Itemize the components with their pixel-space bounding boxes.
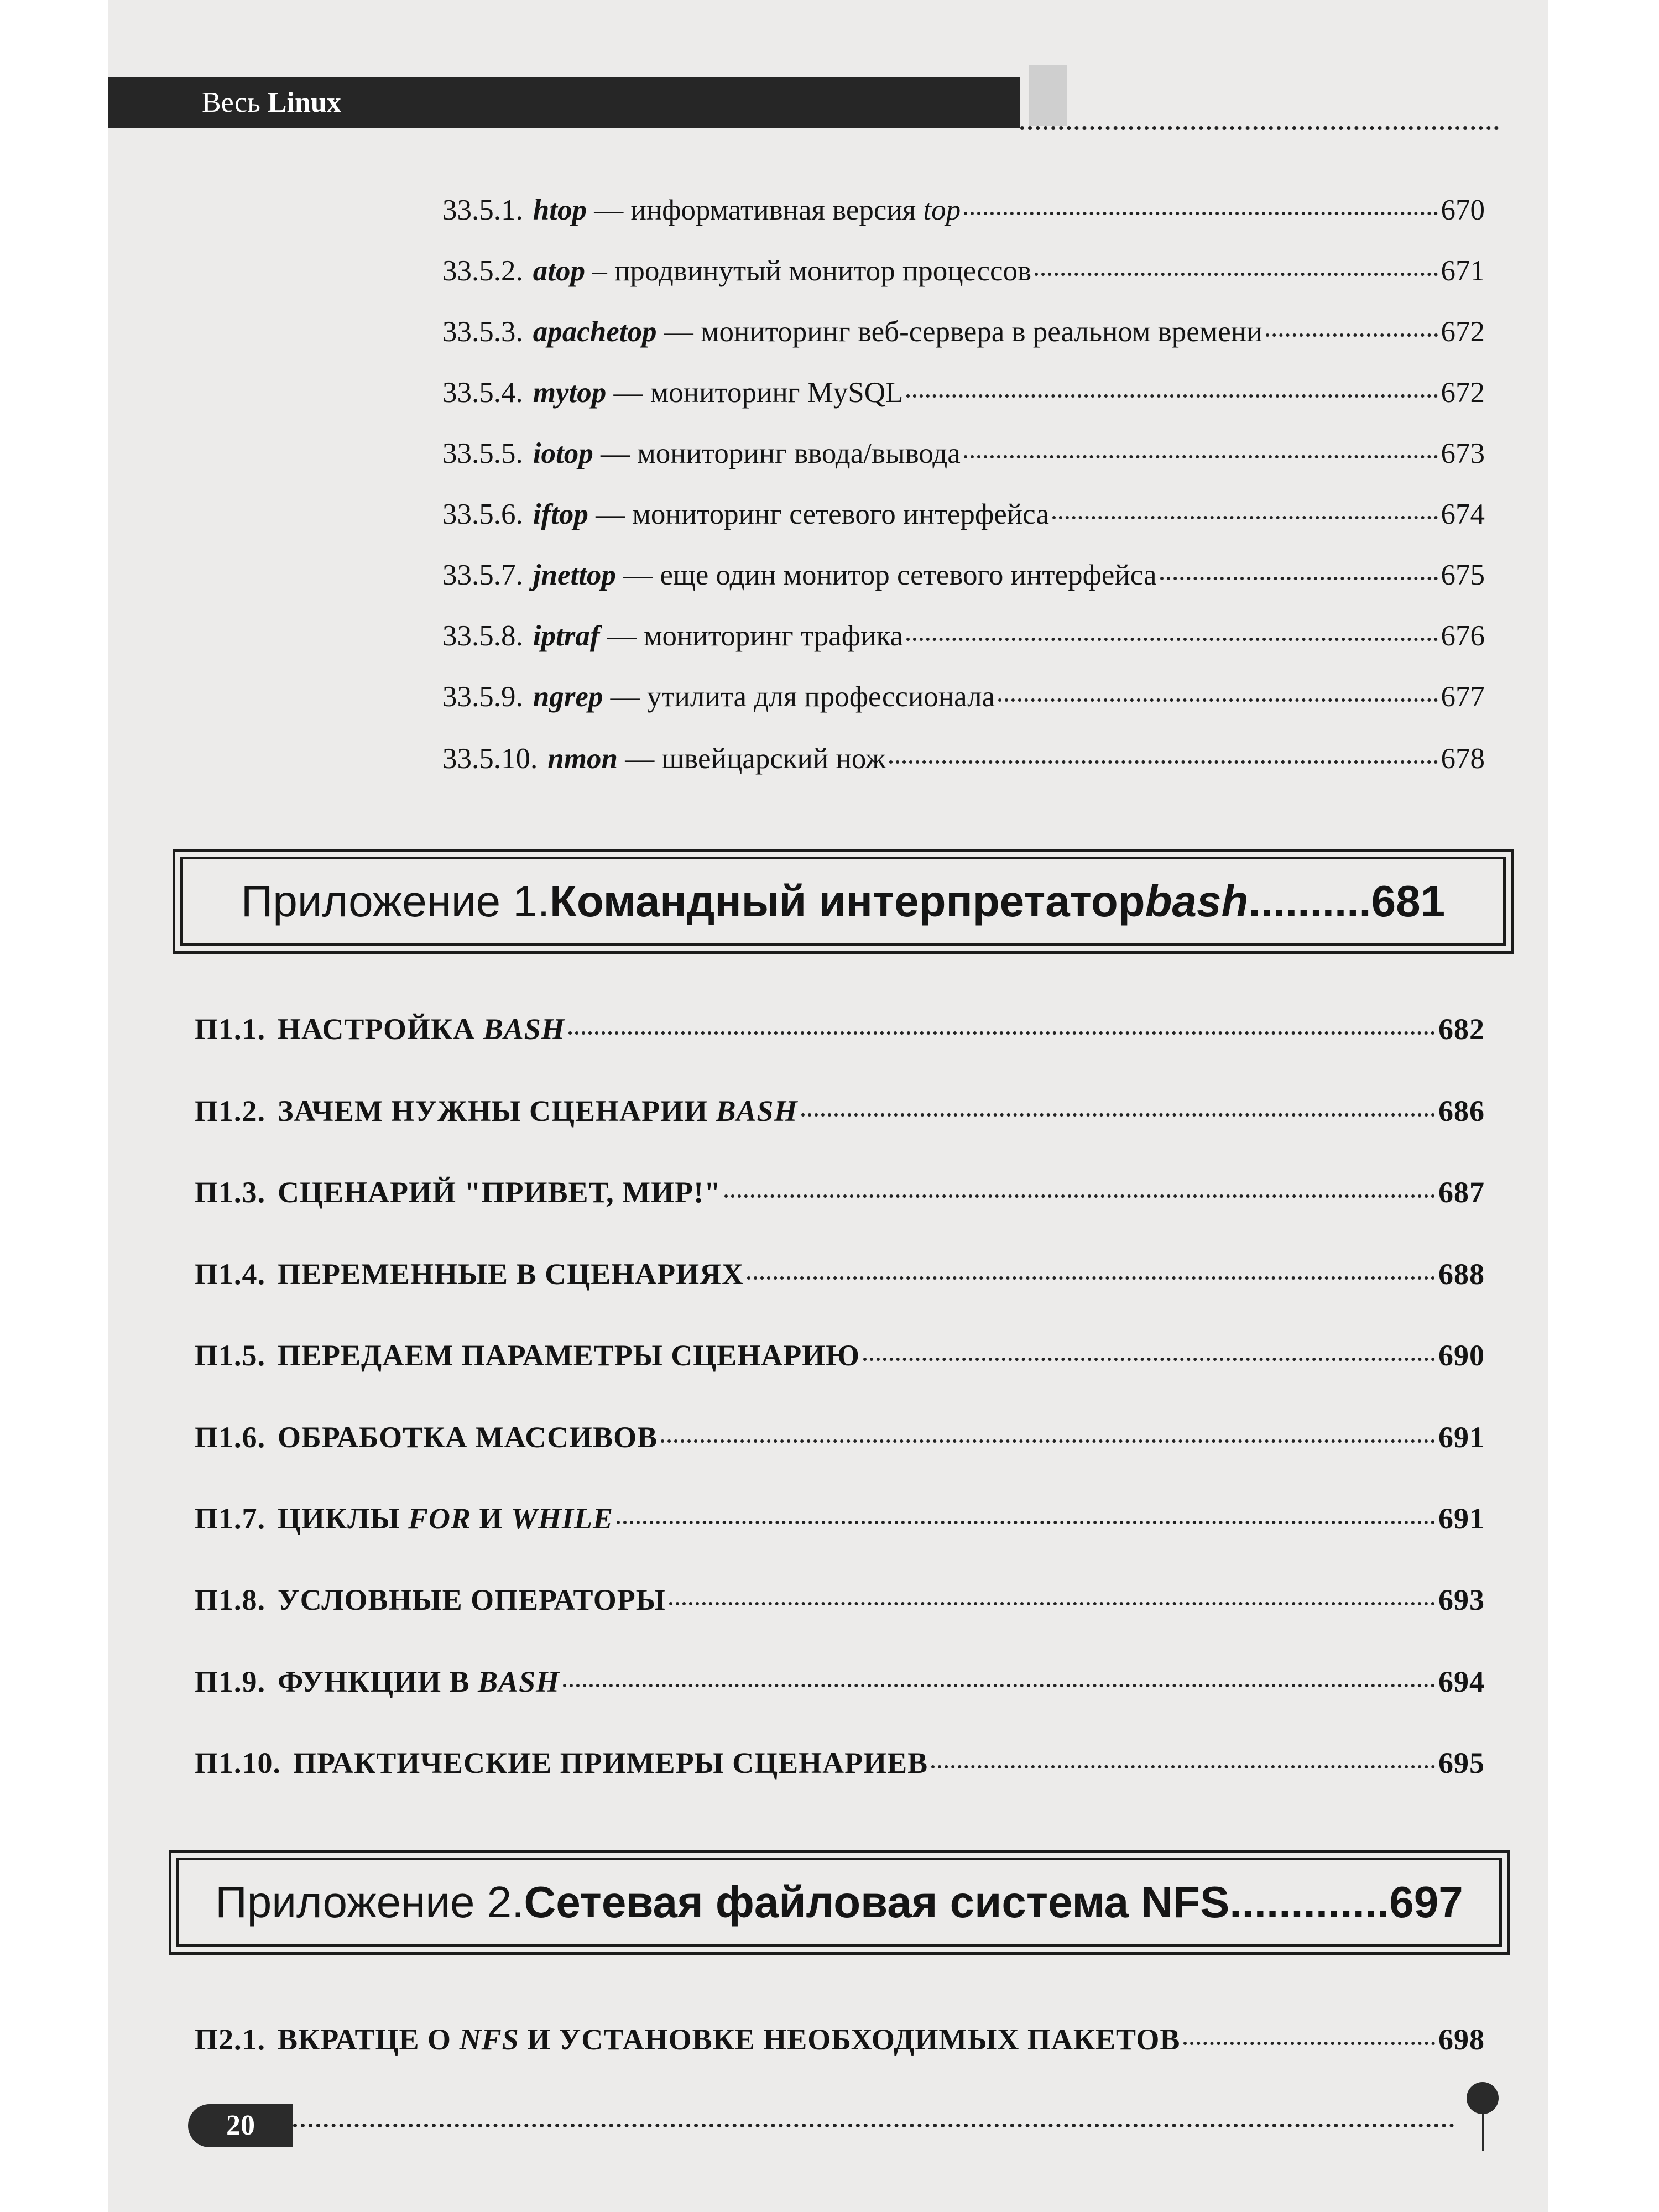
toc-command: iftop — [533, 498, 588, 530]
toc-section-row[interactable] — [195, 1012, 1485, 1046]
leader-dots — [801, 1113, 1435, 1117]
leader-dots — [669, 1602, 1435, 1605]
toc-number: 33.5.8. — [442, 620, 523, 652]
toc-number: П2.1. — [195, 2023, 266, 2056]
toc-text: — мониторинг веб-сервера в реальном времени — [656, 316, 1262, 348]
toc-page-number: 687 — [1438, 1176, 1485, 1209]
toc-page-number: 673 — [1441, 437, 1485, 469]
toc-page-number: 676 — [1441, 620, 1485, 652]
toc-text-italic: BASH — [483, 1013, 565, 1046]
toc-subsection-row[interactable] — [442, 498, 1485, 531]
leader-dots — [931, 1765, 1435, 1768]
toc-page-number: 675 — [1441, 559, 1485, 591]
thumb-tab-dot — [1467, 2082, 1499, 2114]
toc-page-number: 678 — [1441, 743, 1485, 775]
toc-command: iotop — [533, 437, 593, 469]
toc-text: ПЕРЕДАЕМ ПАРАМЕТРЫ СЦЕНАРИЮ — [278, 1339, 860, 1372]
leader-dots — [998, 698, 1437, 702]
appendix-1-heading[interactable] — [173, 849, 1514, 954]
appendix-page-number: 681 — [1371, 877, 1446, 926]
leader-dots — [724, 1194, 1435, 1198]
page-number-badge — [188, 2104, 293, 2147]
leader-dots — [889, 760, 1438, 764]
toc-number: П1.6. — [195, 1421, 266, 1454]
running-header — [108, 77, 1020, 128]
toc-section-row[interactable] — [195, 1665, 1485, 1699]
toc-text: ПЕРЕМЕННЫЕ В СЦЕНАРИЯХ — [278, 1258, 744, 1291]
toc-text: ЦИКЛЫ — [278, 1502, 408, 1535]
toc-number: П1.4. — [195, 1258, 266, 1291]
leader-dots — [1183, 2042, 1435, 2045]
toc-page-number: 674 — [1441, 498, 1485, 530]
toc-section-row[interactable] — [195, 1746, 1485, 1780]
toc-section-row[interactable] — [195, 1094, 1485, 1128]
toc-page-number: 686 — [1438, 1094, 1485, 1128]
leader-dots — [964, 455, 1438, 458]
leader-dots — [617, 1521, 1435, 1524]
toc-subsection-row[interactable] — [442, 742, 1485, 775]
toc-number: 33.5.4. — [442, 377, 523, 409]
toc-text: ФУНКЦИИ В — [278, 1665, 478, 1698]
toc-subsection-row[interactable] — [442, 619, 1485, 653]
header-dotted-rule — [1020, 126, 1499, 130]
leader-dots — [1035, 273, 1437, 276]
toc-number: П1.10. — [195, 1746, 281, 1780]
toc-number: 33.5.10. — [442, 743, 538, 775]
toc-text: — мониторинг сетевого интерфейса — [588, 498, 1049, 530]
toc-section-row[interactable] — [195, 1420, 1485, 1454]
toc-section-row[interactable] — [195, 2022, 1485, 2057]
toc-command: atop — [533, 255, 585, 287]
toc-text: — еще один монитор сетевого интерфейса — [615, 559, 1157, 591]
toc-text-tail: И УСТАНОВКЕ НЕОБХОДИМЫХ ПАКЕТОВ — [519, 2023, 1181, 2056]
toc-subsection-row[interactable] — [442, 254, 1485, 288]
header-tab-marker — [1029, 65, 1067, 126]
leader-dots — [906, 638, 1438, 641]
toc-number: 33.5.9. — [442, 681, 523, 713]
toc-text: — информативная версия — [586, 194, 924, 226]
appendix-title: Командный интерпретатор — [550, 877, 1145, 926]
toc-text: — утилита для профессионала — [603, 681, 995, 713]
toc-text-italic: FOR — [408, 1502, 471, 1535]
toc-command: jnettop — [533, 559, 616, 591]
toc-text-italic-2: WHILE — [511, 1502, 614, 1535]
toc-number: П1.9. — [195, 1665, 266, 1698]
toc-subsection-row[interactable] — [442, 194, 1485, 227]
toc-section-row[interactable] — [195, 1257, 1485, 1291]
appendix-page-number: 697 — [1389, 1877, 1463, 1927]
toc-text: УСЛОВНЫЕ ОПЕРАТОРЫ — [278, 1583, 666, 1616]
page-number: 20 — [226, 2110, 255, 2141]
leader-dots — [1266, 333, 1438, 337]
toc-number: П1.1. — [195, 1013, 266, 1046]
toc-page-number: 677 — [1441, 681, 1485, 713]
toc-text: – продвинутый монитор процессов — [585, 255, 1032, 287]
toc-subsection-row[interactable] — [442, 559, 1485, 592]
toc-number: 33.5.2. — [442, 255, 523, 287]
toc-text-italic: BASH — [478, 1665, 560, 1698]
toc-page-number: 691 — [1438, 1502, 1485, 1535]
toc-page-number: 688 — [1438, 1258, 1485, 1291]
leader-dots — [1160, 577, 1438, 580]
toc-page-number: 691 — [1438, 1421, 1485, 1454]
leader-dots — [964, 212, 1437, 215]
toc-command: ngrep — [533, 681, 603, 713]
toc-number: 33.5.1. — [442, 194, 523, 226]
thumb-tab-line — [1482, 2112, 1484, 2151]
toc-subsection-row[interactable] — [442, 680, 1485, 713]
leader-dots — [863, 1358, 1435, 1361]
toc-command-2: top — [923, 194, 961, 226]
toc-command: htop — [533, 194, 587, 226]
toc-text: СЦЕНАРИЙ "ПРИВЕТ, МИР!" — [278, 1176, 722, 1209]
toc-command: nmon — [547, 743, 618, 775]
toc-command: mytop — [533, 377, 607, 409]
footer-dotted-rule — [293, 2124, 1454, 2127]
toc-text-tail: И — [471, 1502, 511, 1535]
header-title-prefix: Весь — [202, 87, 260, 118]
toc-subsection-row[interactable] — [442, 376, 1485, 409]
toc-text: ОБРАБОТКА МАССИВОВ — [278, 1421, 658, 1454]
toc-number: П1.5. — [195, 1339, 266, 1372]
toc-number: 33.5.3. — [442, 316, 523, 348]
header-title-bold: Linux — [267, 87, 341, 118]
toc-page-number: 672 — [1441, 316, 1485, 348]
toc-text: — швейцарский нож — [617, 743, 886, 775]
toc-command: apachetop — [533, 316, 657, 348]
toc-number: П1.3. — [195, 1176, 266, 1209]
appendix-dots: ............. — [1229, 1877, 1390, 1927]
toc-text-italic: BASH — [716, 1094, 798, 1128]
appendix-dots: .......... — [1248, 877, 1371, 926]
toc-page-number: 670 — [1441, 194, 1485, 226]
toc-text: — мониторинг MySQL — [606, 377, 904, 409]
toc-number: П1.8. — [195, 1583, 266, 1616]
appendix-2-heading[interactable] — [169, 1850, 1510, 1955]
toc-section-row[interactable] — [195, 1338, 1485, 1373]
toc-subsection-row[interactable] — [442, 315, 1485, 348]
toc-text: НАСТРОЙКА — [278, 1013, 483, 1046]
leader-dots — [568, 1031, 1435, 1035]
leader-dots — [747, 1276, 1435, 1280]
toc-page-number: 672 — [1441, 377, 1485, 409]
toc-page-number: 693 — [1438, 1583, 1485, 1616]
toc-page-number: 695 — [1438, 1746, 1485, 1780]
toc-command: iptraf — [533, 620, 600, 652]
toc-text: ПРАКТИЧЕСКИЕ ПРИМЕРЫ СЦЕНАРИЕВ — [293, 1746, 928, 1780]
toc-number: 33.5.7. — [442, 559, 523, 591]
toc-page-number: 690 — [1438, 1339, 1485, 1372]
toc-subsection-row[interactable] — [442, 437, 1485, 470]
toc-number: 33.5.6. — [442, 498, 523, 530]
leader-dots — [661, 1439, 1435, 1443]
toc-text: ВКРАТЦЕ О — [278, 2023, 460, 2056]
leader-dots — [906, 394, 1437, 398]
appendix-title: Сетевая файловая система NFS — [524, 1877, 1230, 1927]
toc-section-row[interactable] — [195, 1175, 1485, 1209]
toc-number: П1.7. — [195, 1502, 266, 1535]
toc-page-number: 694 — [1438, 1665, 1485, 1698]
toc-section-row[interactable] — [195, 1501, 1485, 1536]
toc-text: — мониторинг трафика — [599, 620, 903, 652]
toc-text: — мониторинг ввода/вывода — [593, 437, 961, 469]
toc-page-number: 671 — [1441, 255, 1485, 287]
toc-section-row[interactable] — [195, 1583, 1485, 1617]
toc-page-number: 682 — [1438, 1013, 1485, 1046]
toc-number: П1.2. — [195, 1094, 266, 1128]
leader-dots — [563, 1684, 1435, 1687]
toc-text: ЗАЧЕМ НУЖНЫ СЦЕНАРИИ — [278, 1094, 716, 1128]
appendix-prefix: Приложение 2. — [215, 1877, 524, 1927]
toc-text-italic: NFS — [459, 2023, 519, 2056]
appendix-prefix: Приложение 1. — [241, 877, 550, 926]
appendix-title-italic: bash — [1145, 877, 1249, 926]
toc-page-number: 698 — [1438, 2023, 1485, 2056]
leader-dots — [1052, 516, 1438, 519]
toc-number: 33.5.5. — [442, 437, 523, 469]
